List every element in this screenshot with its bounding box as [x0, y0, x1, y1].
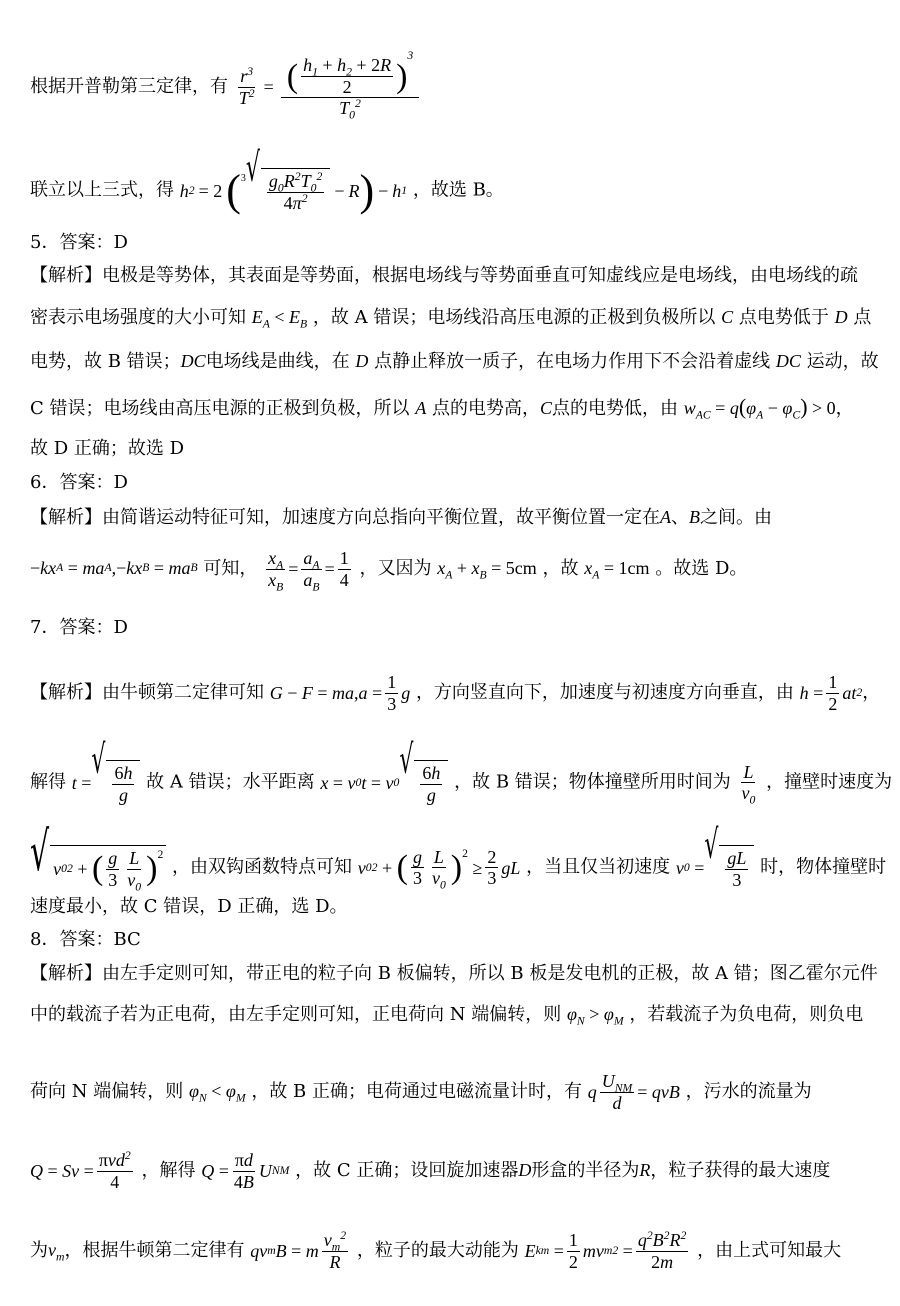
text: ，污水的流量为 [685, 1081, 812, 1103]
q5-line2: 密表示电场强度的大小可知 $E_A < E_B$ ，故 A 错误；电场线沿高压电源的正极到负极所以 C 点电势低于 D 点 [30, 307, 872, 331]
text: ，根据牛顿第二定律有 [64, 1240, 245, 1262]
text: ，又因为 [359, 558, 432, 580]
text: 为 [30, 1240, 48, 1262]
text: ，当且仅当初速度 [526, 856, 671, 878]
kepler-line [30, 49, 872, 122]
symbol: C [721, 307, 734, 327]
q5-line3 [30, 351, 879, 372]
text: 故 A 错误；水平距离 [146, 771, 315, 793]
text: 【解析】由左手定则可知，带正电的粒子向 B 板偏转，所以 B 板是发电机的正极，故 A 错；图乙霍尔元件 [30, 963, 878, 984]
symbol: R [639, 1160, 651, 1181]
text: C 错误；电场线由高压电源的正极到负极，所以 [30, 398, 410, 419]
text: 电势，故 B 错误； [30, 351, 181, 372]
q8-line5: 为$v_m$，根据牛顿第二定律有 qv m B = m $\frac{v_m^2}{R}$ ，粒子的最大动能为 E km = $\frac{1}{2}$ mv m 2 = $\frac{q^2B^2R^2}{2m}$ ，由上式可知最大 [30, 1229, 842, 1272]
text: 【解析】由牛顿第二定律可知 [30, 682, 264, 704]
text: ，故 C 正确；设回旋加速器 [295, 1160, 519, 1182]
text: ，故 B 正确；电荷通过电磁流量计时，有 [251, 1081, 582, 1103]
text: 点 [853, 307, 872, 328]
text: 点电势低于 [738, 307, 829, 328]
text: ，粒子的最大动能为 [356, 1240, 519, 1262]
h2-formula: h 2 = 2 ( 3 √ $\frac{g_0R^2T_0^2}{4\pi^2}$ − R ) − h 1 [179, 146, 408, 215]
q6-answer: 6．答案：D [30, 472, 128, 493]
text: ，解得 [141, 1160, 196, 1182]
symbol: DC [775, 351, 801, 371]
q7-line4: 速度最小，故 C 错误，D 正确，选 D。 [30, 896, 348, 917]
text: 【解析】由简谐运动特征可知，加速度方向总指向平衡位置，故平衡位置一定在 [30, 507, 660, 528]
text: 点的电势低，由 [551, 398, 678, 419]
combine-line [30, 146, 872, 215]
q8-line4: Q = Sv = $\frac{\pi vd^2}{4}$ ，解得 Q = $\frac{\pi d}{4B}$ U NM ，故 C 正确；设回旋加速器D形盒的半径为R，粒子获得的最大速度 [30, 1149, 831, 1192]
text: 点静止释放一质子，在电场力作用下不会沿着虚线 [374, 351, 771, 372]
symbol: D [834, 307, 848, 327]
q5-answer: 5．答案：D [30, 232, 128, 253]
text: ，粒子获得的最大速度 [650, 1160, 831, 1182]
q7-line2: 解得 t = √ $\frac{6h}{g}$ 故 A 错误；水平距离 x = v 0 t = v 0 √ $\frac{6h}{g}$ ，故 B 错误；物体撞壁所用时间为 $\frac{L}{v_0}$ ，撞壁时速度为 [30, 738, 893, 807]
q8-line3: 荷向 N 端偏转，则 $\varphi_N < \varphi_M$ ，故 B 正确；电荷通过电磁流量计时，有 q $\frac{U_{NM}}{d}$ = qvB ，污水的流量为 [30, 1071, 812, 1113]
symbol: D [355, 351, 369, 371]
text: ，故选 B。 [412, 179, 504, 201]
q7-line3: √ v 0 2 + ( $\frac{g}{3}$ $\frac{L}{v_0}$ ) $^2$ ，由双钩函数特点可知 v 0 2 + ( $\frac{g}{3}$ $\frac{L}{v_0}$ ) $^2$ ≥ $\frac{2}{3}$ gL ，当且仅当初速度 v 0 = √ $\frac{gL}{3}$ 时，物体撞壁时 [30, 821, 887, 894]
symbol: A [660, 507, 671, 527]
text: 之间。由 [700, 507, 772, 528]
text: 运动，故 [806, 351, 879, 372]
text: 、 [671, 507, 689, 528]
text: 【解析】电极是等势体，其表面是等势面，根据电场线与等势面垂直可知虚线应是电场线，由电场线的疏 [30, 265, 858, 286]
text: ，由上式可知最大 [697, 1240, 842, 1262]
text: ，若载流子为负电荷，则负电 [629, 1004, 864, 1025]
q5-line4: C 错误；电场线由高压电源的正极到负极，所以 A 点的电势高，C点的电势低，由 $w_{AC} = q(\varphi_A - \varphi_C) > 0$， [30, 394, 854, 422]
symbol: C [539, 398, 552, 418]
text: 形盒的半径为 [531, 1160, 640, 1182]
text: 中的载流子若为正电荷，由左手定则可知，正电荷向 N 端偏转，则 [30, 1004, 562, 1025]
q6-line1 [30, 508, 872, 527]
text: 点的电势高， [431, 398, 540, 419]
text: ，故 B 错误；物体撞壁所用时间为 [454, 771, 731, 793]
text: 电场线是曲线，在 [205, 351, 350, 372]
q8-line1 [30, 963, 878, 984]
symbol: A [415, 398, 427, 418]
text: ，撞壁时速度为 [766, 771, 893, 793]
symbol: D [518, 1160, 532, 1181]
q8-answer: 8．答案：BC [30, 929, 141, 950]
text: 荷向 N 端偏转，则 [30, 1081, 184, 1103]
q7-line1: 【解析】由牛顿第二定律可知 G − F = ma , a = $\frac{1}{3}$ g ，方向竖直向下，加速度与初速度方向垂直，由 h = $\frac{1}{2}$ at 2 ， [30, 672, 881, 714]
text: ，故 [542, 558, 579, 580]
kepler-formula: $\frac{r^3}{T^2}$ = ( $\frac{h_1 + h_2 + 2R}{2}$ )$^3$ $T_0^2$ [234, 55, 423, 119]
text: 。故选 D。 [655, 558, 748, 580]
text: 解得 [30, 771, 66, 793]
symbol: B [689, 507, 700, 527]
text: ，由双钩函数特点可知 [172, 856, 353, 878]
q5-line5: 故 D 正确；故选 D [30, 438, 185, 459]
text: ，方向竖直向下，加速度与初速度方向垂直，由 [415, 682, 794, 704]
q5-line1 [30, 267, 872, 285]
q6-line2: − kx A = ma A ,− kx B = ma B 可知， $\frac{x_A}{x_B}$ = $\frac{a_A}{a_B}$ = $\frac{1}{4}$ ，又因为 $x_A + x_B = 5cm$ ，故 $x_A = 1cm$ 。故选 D。 [30, 548, 748, 594]
text: 可知， [203, 558, 258, 580]
text: 时，物体撞壁时 [760, 856, 887, 878]
symbol: DC [180, 351, 206, 371]
text: ，故 A 错误；电场线沿高压电源的正极到负极所以 [312, 307, 716, 328]
q7-answer: 7．答案：D [30, 617, 128, 638]
q8-line2: 中的载流子若为正电荷，由左手定则可知，正电荷向 N 端偏转，则 $\varphi_N > \varphi_M$ ，若载流子为负电荷，则负电 [30, 1004, 864, 1028]
text: 联立以上三式，得 [30, 179, 174, 201]
text: 密表示电场强度的大小可知 [30, 307, 246, 328]
text: 根据开普勒第三定律，有 [30, 76, 228, 98]
